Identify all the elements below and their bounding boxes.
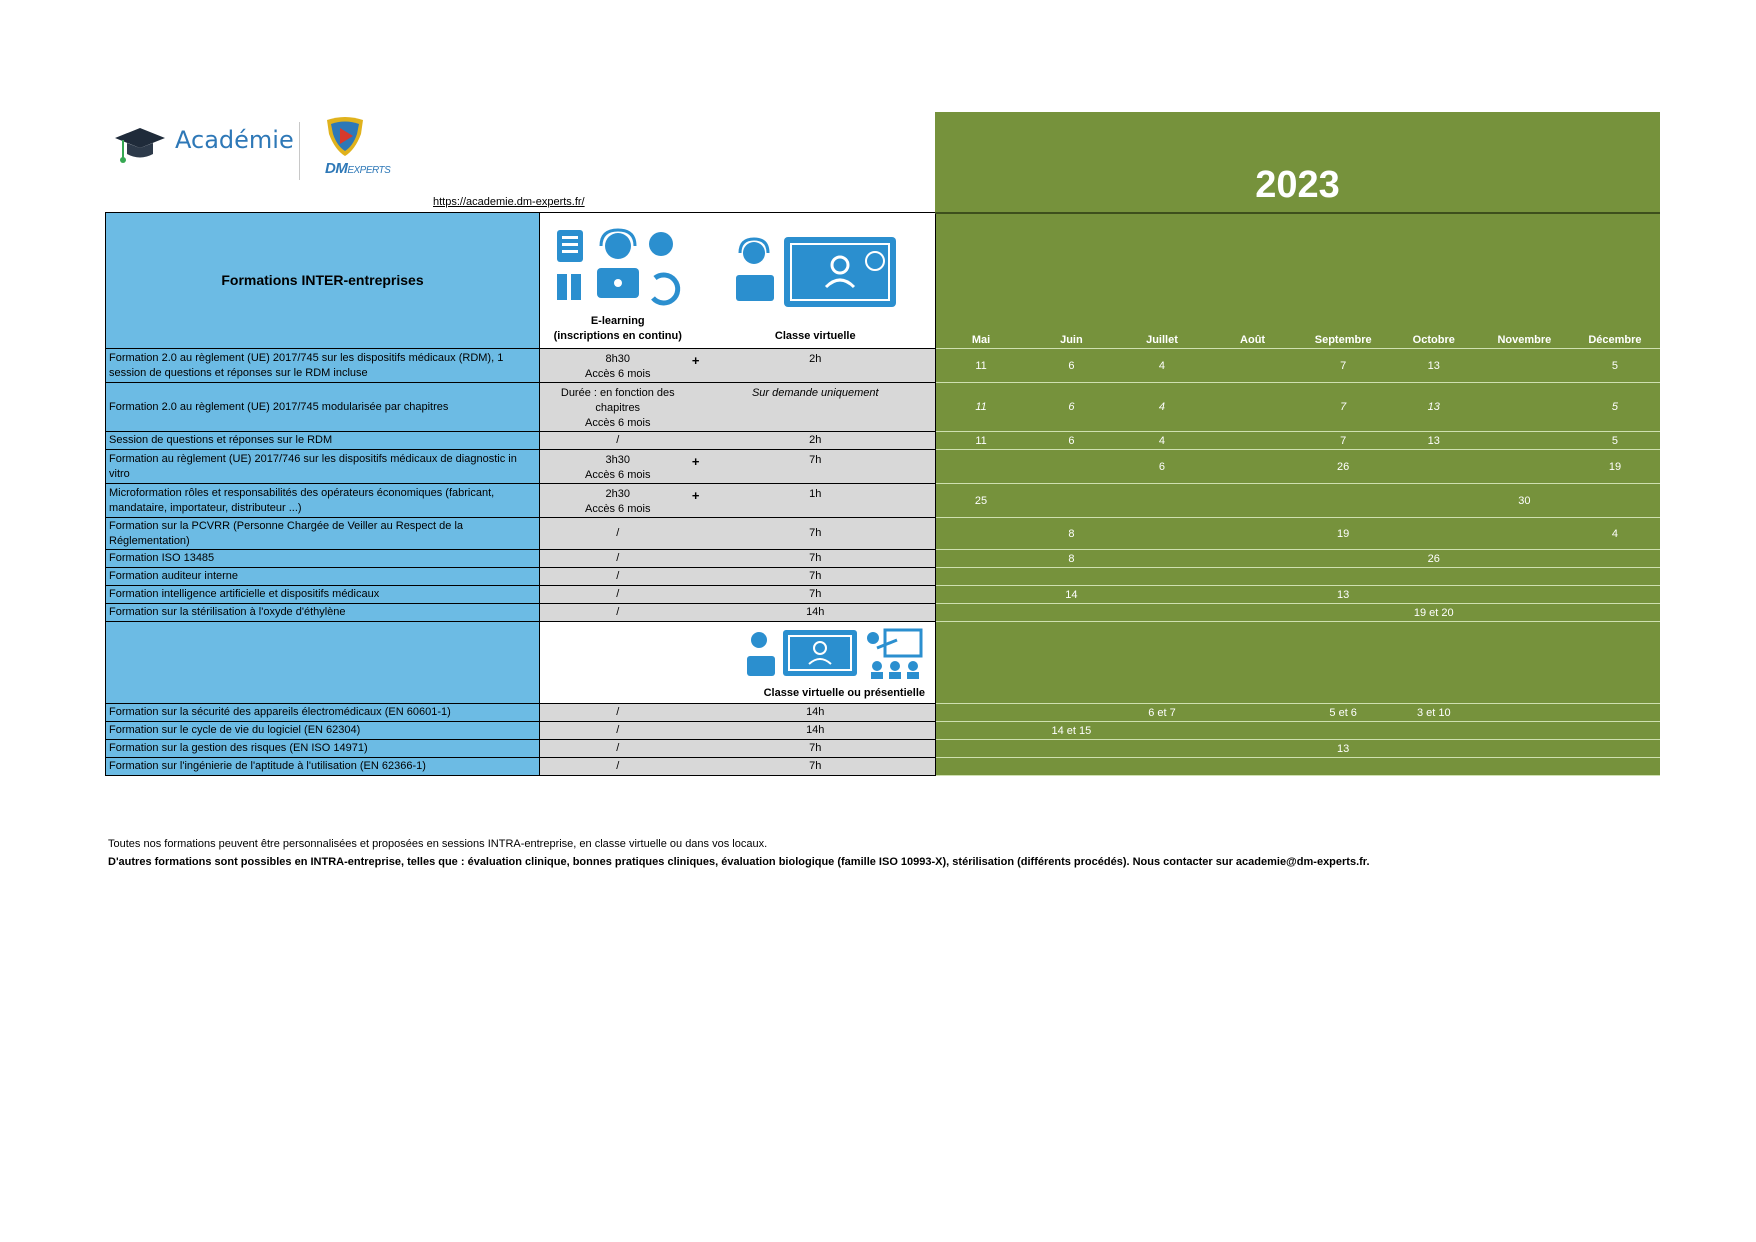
session-date: 19 et 20 [1388, 604, 1479, 622]
plus-sign: + [691, 454, 700, 469]
virtual-class-duration: 14h [696, 722, 936, 740]
session-date [1479, 432, 1570, 450]
month-cell [1026, 622, 1117, 704]
session-date [1479, 568, 1570, 586]
virtual-class-duration: 14h [696, 604, 936, 622]
table-row [106, 586, 1661, 604]
table-row [106, 349, 1661, 383]
header [105, 112, 1660, 212]
course-name: Formation sur la stérilisation à l'oxyde d'éthylène [106, 604, 540, 622]
virtual-class-duration: Sur demande uniquement [696, 383, 936, 432]
virtual-class-duration: 1h [696, 484, 936, 518]
course-name: Formation sur la sécurité des appareils électromédicaux (EN 60601-1) [106, 704, 540, 722]
course-name: Formation sur la gestion des risques (EN ISO 14971) [106, 740, 540, 758]
session-date: 13 [1388, 383, 1479, 432]
session-date [1207, 432, 1298, 450]
session-date: 4 [1117, 432, 1208, 450]
elearning-cell [540, 586, 696, 604]
month-may: Mai [936, 213, 1027, 349]
session-date [1479, 450, 1570, 484]
session-date [1298, 568, 1389, 586]
session-date [1388, 758, 1479, 776]
session-date [1207, 450, 1298, 484]
course-name: Formation au règlement (UE) 2017/746 sur les dispositifs médicaux de diagnostic in vitro [106, 450, 540, 484]
session-date: 8 [1026, 550, 1117, 568]
session-date [1298, 484, 1389, 518]
onsite-header-blank-el [540, 622, 696, 704]
course-name: Formation auditeur interne [106, 568, 540, 586]
session-date [1388, 568, 1479, 586]
session-date [1298, 550, 1389, 568]
virtual-class-duration: 14h [696, 704, 936, 722]
session-date [1298, 758, 1389, 776]
session-date [1479, 740, 1570, 758]
elearning-value: 8h30 [605, 353, 630, 365]
table-title: Formations INTER-entreprises [106, 213, 540, 349]
session-date [1570, 758, 1661, 776]
session-date [1207, 704, 1298, 722]
session-date [1117, 518, 1208, 550]
session-date [1117, 758, 1208, 776]
session-date: 13 [1298, 586, 1389, 604]
schedule-table [105, 212, 1660, 776]
table-row [106, 604, 1661, 622]
elearning-cell [540, 518, 696, 550]
session-date [1117, 722, 1208, 740]
session-date [1207, 568, 1298, 586]
session-date: 14 et 15 [1026, 722, 1117, 740]
footnote-2: D'autres formations sont possibles en INTRA-entreprise, telles que : évaluation clinique, bonnes pratiques cliniques, évaluation biologique (famille ISO 10993-X), stérilisation (différents procédés). Nous contacter sur academie@dm-experts.fr. [108, 856, 1370, 868]
session-date [1298, 604, 1389, 622]
session-date: 8 [1026, 518, 1117, 550]
session-date [1388, 484, 1479, 518]
session-date [1388, 722, 1479, 740]
footnotes [108, 838, 1370, 874]
session-date [1479, 586, 1570, 604]
logo-divider [299, 122, 300, 180]
session-date [936, 740, 1027, 758]
session-date [936, 704, 1027, 722]
elearning-cell [540, 722, 696, 740]
logo-area [113, 116, 393, 186]
virtual-class-duration: 7h [696, 518, 936, 550]
session-date [1207, 383, 1298, 432]
session-date [1570, 484, 1661, 518]
session-date [1570, 586, 1661, 604]
session-date [1117, 604, 1208, 622]
elearning-icon [553, 226, 683, 306]
session-date: 30 [1479, 484, 1570, 518]
course-name: Formation intelligence artificielle et dispositifs médicaux [106, 586, 540, 604]
session-date: 5 [1570, 432, 1661, 450]
elearning-cell [540, 758, 696, 776]
elearning-value: / [616, 570, 620, 582]
session-date [1570, 704, 1661, 722]
session-date [1570, 550, 1661, 568]
course-name: Formation sur la PCVRR (Personne Chargée de Veiller au Respect de la Réglementation) [106, 518, 540, 550]
virtual-class-duration: 2h [696, 432, 936, 450]
session-date [1570, 740, 1661, 758]
month-cell [1117, 622, 1208, 704]
session-date: 26 [1298, 450, 1389, 484]
elearning-cell [540, 568, 696, 586]
elearning-value: / [616, 588, 620, 600]
virtual-class-duration: 7h [696, 740, 936, 758]
session-date [936, 568, 1027, 586]
month-september: Septembre [1298, 213, 1389, 349]
elearning-value: Accès 6 mois [585, 469, 651, 481]
session-date [1570, 722, 1661, 740]
onsite-header-row [106, 622, 1661, 704]
session-date [936, 758, 1027, 776]
session-date [1479, 550, 1570, 568]
session-date: 7 [1298, 432, 1389, 450]
elearning-label: E-learning [590, 315, 645, 327]
elearning-value: 3h30 [605, 454, 630, 466]
month-cell [936, 622, 1027, 704]
elearning-cell [540, 550, 696, 568]
session-date [1388, 586, 1479, 604]
onsite-header-blank [106, 622, 540, 704]
elearning-value: / [616, 527, 620, 539]
elearning-cell [540, 432, 696, 450]
session-date [1117, 568, 1208, 586]
table-row [106, 450, 1661, 484]
session-date [1026, 704, 1117, 722]
session-date: 6 [1026, 432, 1117, 450]
elearning-value: / [616, 724, 620, 736]
session-date [1026, 450, 1117, 484]
virtual-class-duration: 7h [696, 450, 936, 484]
elearning-value: Accès 6 mois [585, 417, 651, 429]
session-date: 3 et 10 [1388, 704, 1479, 722]
session-date: 6 [1026, 349, 1117, 383]
elearning-value: / [616, 552, 620, 564]
session-date [1570, 604, 1661, 622]
virtual-class-duration: 7h [696, 568, 936, 586]
elearning-value: / [616, 742, 620, 754]
elearning-cell [540, 604, 696, 622]
session-date [1026, 484, 1117, 518]
session-date [936, 518, 1027, 550]
session-date [1207, 349, 1298, 383]
session-date [936, 450, 1027, 484]
virtual-class-duration: 7h [696, 586, 936, 604]
table-row [106, 722, 1661, 740]
elearning-cell [540, 383, 696, 432]
graduation-cap-icon [113, 124, 167, 168]
session-date: 6 et 7 [1117, 704, 1208, 722]
virtual-class-duration: 7h [696, 550, 936, 568]
session-date [1117, 484, 1208, 518]
session-date: 5 [1570, 349, 1661, 383]
month-november: Novembre [1479, 213, 1570, 349]
session-date [1298, 722, 1389, 740]
session-date [1207, 550, 1298, 568]
session-date [936, 586, 1027, 604]
course-name: Formation sur l'ingénierie de l'aptitude à l'utilisation (EN 62366-1) [106, 758, 540, 776]
session-date: 7 [1298, 383, 1389, 432]
table-row [106, 518, 1661, 550]
session-date [1479, 704, 1570, 722]
elearning-value: / [616, 434, 620, 446]
session-date [1479, 383, 1570, 432]
onsite-label: Classe virtuelle ou présentielle [763, 687, 925, 699]
session-date: 13 [1388, 432, 1479, 450]
session-date: 6 [1026, 383, 1117, 432]
course-name: Formation ISO 13485 [106, 550, 540, 568]
month-july: Juillet [1117, 213, 1208, 349]
month-cell [1479, 622, 1570, 704]
schedule-sheet [105, 112, 1660, 776]
session-date [936, 604, 1027, 622]
session-date: 25 [936, 484, 1027, 518]
plus-sign: + [691, 488, 700, 503]
elearning-header [540, 213, 696, 349]
session-date [1026, 758, 1117, 776]
session-date [1207, 722, 1298, 740]
partner-logo-text: DMEXPERTS [325, 160, 391, 177]
month-december: Décembre [1570, 213, 1661, 349]
session-date [936, 550, 1027, 568]
session-date [1207, 758, 1298, 776]
session-date: 4 [1117, 349, 1208, 383]
year-banner [935, 112, 1660, 214]
virtual-class-icon [730, 235, 900, 311]
course-name: Formation sur le cycle de vie du logiciel (EN 62304) [106, 722, 540, 740]
footnote-1: Toutes nos formations peuvent être personnalisées et proposées en sessions INTRA-entreprise, en classe virtuelle ou dans vos locaux. [108, 838, 768, 850]
session-date: 11 [936, 349, 1027, 383]
session-date [1117, 586, 1208, 604]
session-date: 19 [1298, 518, 1389, 550]
virtual-header [696, 213, 936, 349]
session-date [1479, 518, 1570, 550]
table-row [106, 383, 1661, 432]
elearning-sublabel: (inscriptions en continu) [553, 330, 682, 342]
table-row [106, 568, 1661, 586]
session-date: 13 [1388, 349, 1479, 383]
table-row [106, 758, 1661, 776]
onsite-header [696, 622, 936, 704]
month-cell [1298, 622, 1389, 704]
elearning-value: chapitres [595, 402, 641, 414]
elearning-value: Accès 6 mois [585, 368, 651, 380]
session-date [1479, 604, 1570, 622]
session-date: 6 [1117, 450, 1208, 484]
session-date: 5 [1570, 383, 1661, 432]
month-june: Juin [1026, 213, 1117, 349]
elearning-value: 2h30 [605, 488, 630, 500]
header-row [106, 213, 1661, 349]
elearning-cell [540, 740, 696, 758]
month-cell [1207, 622, 1298, 704]
elearning-cell [540, 484, 700, 518]
month-cell [1388, 622, 1479, 704]
session-date: 4 [1117, 383, 1208, 432]
session-date [1207, 740, 1298, 758]
course-name: Session de questions et réponses sur le RDM [106, 432, 540, 450]
table-row [106, 704, 1661, 722]
session-date [1117, 550, 1208, 568]
elearning-value: / [616, 606, 620, 618]
elearning-cell [540, 704, 696, 722]
course-name: Microformation rôles et responsabilités des opérateurs économiques (fabricant, mandataire, importateur, distributeur ...) [106, 484, 540, 518]
session-date [936, 722, 1027, 740]
session-date [1117, 740, 1208, 758]
session-date [1388, 450, 1479, 484]
elearning-value: / [616, 760, 620, 772]
virtual-label: Classe virtuelle [774, 330, 856, 342]
website-link[interactable]: https://academie.dm-experts.fr/ [433, 196, 585, 208]
dm-experts-shield-icon [325, 116, 365, 160]
session-date [1026, 604, 1117, 622]
session-date [1026, 568, 1117, 586]
elearning-cell [540, 450, 700, 484]
elearning-value: Durée : en fonction des [560, 387, 675, 399]
table-row [106, 740, 1661, 758]
session-date [1479, 758, 1570, 776]
table-row [106, 484, 1661, 518]
session-date: 13 [1298, 740, 1389, 758]
session-date [1479, 722, 1570, 740]
virtual-class-duration: 7h [696, 758, 936, 776]
course-name: Formation 2.0 au règlement (UE) 2017/745 modularisée par chapitres [106, 383, 540, 432]
elearning-value: / [616, 706, 620, 718]
session-date: 4 [1570, 518, 1661, 550]
session-date: 11 [936, 432, 1027, 450]
session-date [1207, 604, 1298, 622]
plus-sign: + [691, 353, 700, 368]
session-date: 7 [1298, 349, 1389, 383]
elearning-value: Accès 6 mois [585, 503, 651, 515]
session-date [1388, 518, 1479, 550]
session-date: 19 [1570, 450, 1661, 484]
session-date: 11 [936, 383, 1027, 432]
month-october: Octobre [1388, 213, 1479, 349]
month-august: Août [1207, 213, 1298, 349]
elearning-cell [540, 349, 700, 383]
session-date [1207, 484, 1298, 518]
year-title: 2023 [1255, 164, 1340, 206]
session-date: 14 [1026, 586, 1117, 604]
session-date [1207, 518, 1298, 550]
course-name: Formation 2.0 au règlement (UE) 2017/745 sur les dispositifs médicaux (RDM), 1 session de questions et réponses sur le RDM incluse [106, 349, 540, 383]
brand-name: Académie [175, 126, 294, 154]
month-cell [1570, 622, 1661, 704]
session-date [1207, 586, 1298, 604]
table-row [106, 550, 1661, 568]
session-date [1388, 740, 1479, 758]
classroom-icon [745, 628, 925, 680]
session-date: 5 et 6 [1298, 704, 1389, 722]
session-date: 26 [1388, 550, 1479, 568]
table-row [106, 432, 1661, 450]
session-date [1479, 349, 1570, 383]
virtual-class-duration: 2h [696, 349, 936, 383]
session-date [1570, 568, 1661, 586]
session-date [1026, 740, 1117, 758]
